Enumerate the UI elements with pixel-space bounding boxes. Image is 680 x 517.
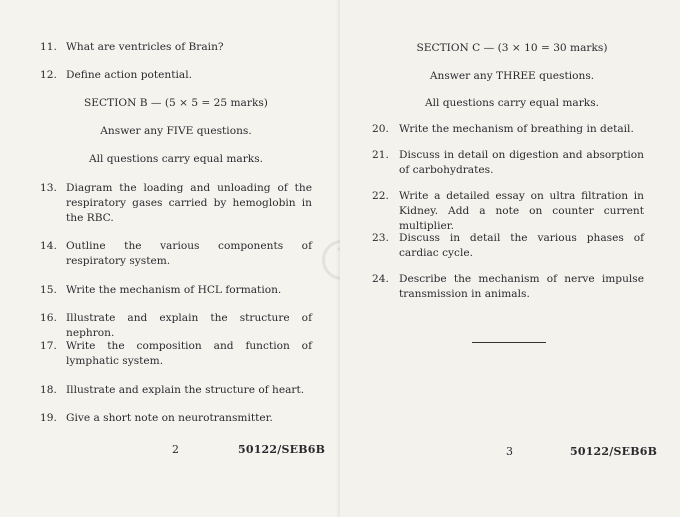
section-b-instruction-1: Answer any FIVE questions. — [100, 125, 252, 137]
question-number: 11. — [40, 41, 57, 53]
question-number: 23. — [372, 232, 389, 244]
question-number: 24. — [372, 273, 389, 285]
section-c-instruction-1: Answer any THREE questions. — [429, 70, 595, 82]
question-number: 17. — [40, 340, 57, 352]
question-text: Diagram the loading and unloading of the respiratory gases carried by hemoglobin in the RBC. — [66, 182, 312, 224]
question-text: Discuss in detail on digestion and absorption of carbohydrates. — [399, 149, 644, 176]
question-text: Outline the various components of respiratory system. — [66, 240, 312, 267]
question-text: Write the mechanism of breathing in detail. — [399, 123, 634, 135]
question-text: Write the composition and function of lymphatic system. — [66, 340, 312, 367]
question-text: Illustrate and explain the structure of nephron. — [66, 312, 312, 339]
question-number: 18. — [40, 384, 57, 396]
question-text: Illustrate and explain the structure of heart. — [66, 384, 305, 396]
question-number: 15. — [40, 284, 57, 296]
page-number: 3 — [506, 445, 513, 458]
question-number: 20. — [372, 123, 389, 135]
question-number: 14. — [40, 240, 57, 252]
question-text: Describe the mechanism of nerve impulse transmission in animals. — [399, 273, 644, 300]
question-number: 13. — [40, 182, 57, 194]
question-number: 19. — [40, 412, 57, 424]
question-text: Write a detailed essay on ultra filtration in Kidney. Add a note on counter current multiplier. — [399, 190, 644, 232]
end-rule — [472, 342, 546, 343]
question-text: Give a short note on neurotransmitter. — [66, 412, 273, 424]
question-number: 21. — [372, 149, 389, 161]
section-c-title: SECTION C — (3 × 10 = 30 marks) — [416, 42, 608, 54]
question-number: 12. — [40, 69, 57, 81]
paper-code: 50122/SEB6B — [238, 443, 326, 456]
question-number: 22. — [372, 190, 389, 202]
page-number: 2 — [172, 443, 179, 456]
question-number: 16. — [40, 312, 57, 324]
question-text: What are ventricles of Brain? — [66, 41, 224, 53]
right-page — [340, 0, 680, 517]
paper-code: 50122/SEB6B — [570, 445, 658, 458]
question-text: Define action potential. — [66, 69, 192, 81]
section-b-instruction-2: All questions carry equal marks. — [88, 153, 264, 165]
question-text: Discuss in detail the various phases of cardiac cycle. — [399, 232, 644, 259]
question-text: Write the mechanism of HCL formation. — [66, 284, 282, 296]
section-b-title: SECTION B — (5 × 5 = 25 marks) — [84, 97, 268, 109]
section-c-instruction-2: All questions carry equal marks. — [424, 97, 600, 109]
